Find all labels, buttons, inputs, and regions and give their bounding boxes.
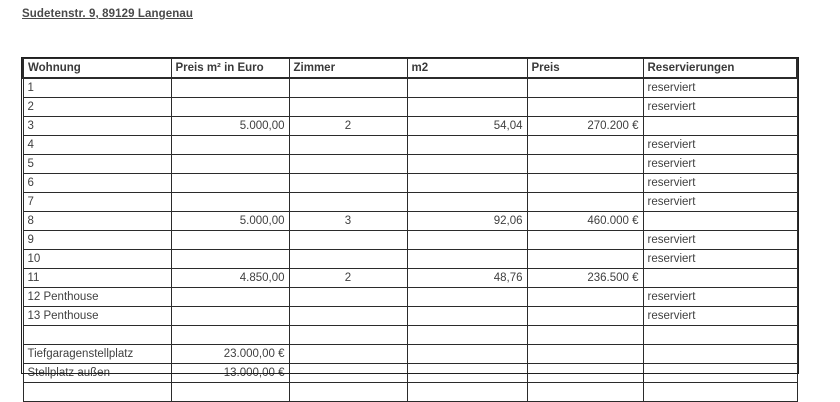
cell-zimmer <box>289 250 407 269</box>
cell-m2 <box>407 250 527 269</box>
cell-preis-m2 <box>171 78 289 98</box>
cell-reservierung: reserviert <box>643 193 797 212</box>
cell-reservierung: reserviert <box>643 250 797 269</box>
cell-preis <box>527 250 643 269</box>
cell-preis <box>527 78 643 98</box>
cell-preis <box>527 174 643 193</box>
cell-zimmer <box>289 193 407 212</box>
cell-m2: 48,76 <box>407 269 527 288</box>
cell-wohnung: 4 <box>23 136 171 155</box>
cell-wohnung: 8 <box>23 212 171 231</box>
cell-wohnung: 3 <box>23 117 171 136</box>
cell-m2: 54,04 <box>407 117 527 136</box>
cell-reservierung <box>643 117 797 136</box>
table-row <box>23 98 797 117</box>
table-header-row <box>23 59 797 79</box>
cell-m2 <box>407 231 527 250</box>
column-header-wohnung: Wohnung <box>23 59 171 79</box>
table-row <box>23 78 797 98</box>
cell-preis <box>527 345 643 364</box>
cell-preis-m2 <box>171 193 289 212</box>
table-row <box>23 383 797 402</box>
cell-preis-m2: 4.850,00 <box>171 269 289 288</box>
table-row <box>23 231 797 250</box>
cell-preis-m2 <box>171 326 289 345</box>
table-row <box>23 136 797 155</box>
cell-zimmer <box>289 155 407 174</box>
cell-zimmer <box>289 383 407 402</box>
cell-preis-m2: 5.000,00 <box>171 117 289 136</box>
cell-m2 <box>407 345 527 364</box>
cell-zimmer <box>289 98 407 117</box>
cell-preis <box>527 193 643 212</box>
cell-preis-m2 <box>171 288 289 307</box>
cell-preis <box>527 231 643 250</box>
cell-m2 <box>407 288 527 307</box>
cell-m2 <box>407 383 527 402</box>
table-row <box>23 193 797 212</box>
cell-m2 <box>407 193 527 212</box>
cell-preis-m2: 23.000,00 € <box>171 345 289 364</box>
table-row <box>23 155 797 174</box>
table-body <box>23 78 797 402</box>
cell-preis <box>527 364 643 383</box>
table-row <box>23 345 797 364</box>
cell-zimmer <box>289 345 407 364</box>
cell-reservierung: reserviert <box>643 98 797 117</box>
cell-m2 <box>407 307 527 326</box>
cell-preis <box>527 326 643 345</box>
cell-preis-m2: 5.000,00 <box>171 212 289 231</box>
cell-preis-m2 <box>171 174 289 193</box>
cell-reservierung: reserviert <box>643 288 797 307</box>
cell-wohnung: 1 <box>23 78 171 98</box>
cell-zimmer <box>289 174 407 193</box>
table-row <box>23 250 797 269</box>
cell-wohnung: 12 Penthouse <box>23 288 171 307</box>
cell-reservierung <box>643 345 797 364</box>
cell-zimmer <box>289 364 407 383</box>
cell-preis-m2 <box>171 98 289 117</box>
cell-preis: 236.500 € <box>527 269 643 288</box>
cell-reservierung: reserviert <box>643 136 797 155</box>
price-table-container <box>22 58 796 402</box>
cell-wohnung: 5 <box>23 155 171 174</box>
cell-reservierung <box>643 364 797 383</box>
cell-reservierung: reserviert <box>643 231 797 250</box>
table-row <box>23 174 797 193</box>
table-row <box>23 288 797 307</box>
cell-wohnung: 11 <box>23 269 171 288</box>
column-header-zimmer: Zimmer <box>289 59 407 79</box>
cell-preis-m2 <box>171 250 289 269</box>
cell-wohnung: 9 <box>23 231 171 250</box>
cell-preis: 460.000 € <box>527 212 643 231</box>
cell-reservierung: reserviert <box>643 155 797 174</box>
column-header-reservierungen: Reservierungen <box>643 59 797 79</box>
table-row <box>23 364 797 383</box>
cell-zimmer <box>289 231 407 250</box>
column-header-preis: Preis <box>527 59 643 79</box>
cell-preis <box>527 155 643 174</box>
cell-preis: 270.200 € <box>527 117 643 136</box>
cell-wohnung <box>23 326 171 345</box>
cell-wohnung: 2 <box>23 98 171 117</box>
cell-zimmer <box>289 288 407 307</box>
cell-preis-m2 <box>171 136 289 155</box>
cell-m2 <box>407 78 527 98</box>
cell-reservierung <box>643 383 797 402</box>
cell-m2 <box>407 155 527 174</box>
cell-wohnung: Stellplatz außen <box>23 364 171 383</box>
column-header-m2: m2 <box>407 59 527 79</box>
cell-m2: 92,06 <box>407 212 527 231</box>
cell-preis-m2 <box>171 307 289 326</box>
cell-m2 <box>407 364 527 383</box>
page-title: Sudetenstr. 9, 89129 Langenau <box>22 8 193 20</box>
cell-m2 <box>407 326 527 345</box>
cell-zimmer <box>289 307 407 326</box>
cell-reservierung: reserviert <box>643 174 797 193</box>
cell-wohnung: 7 <box>23 193 171 212</box>
cell-preis-m2 <box>171 383 289 402</box>
price-table <box>22 58 798 402</box>
cell-m2 <box>407 174 527 193</box>
cell-preis-m2: 13.000,00 € <box>171 364 289 383</box>
cell-zimmer <box>289 136 407 155</box>
cell-reservierung: reserviert <box>643 78 797 98</box>
column-header-preis-m2: Preis m² in Euro <box>171 59 289 79</box>
cell-preis <box>527 136 643 155</box>
cell-preis <box>527 98 643 117</box>
cell-preis <box>527 288 643 307</box>
cell-reservierung: reserviert <box>643 307 797 326</box>
cell-m2 <box>407 98 527 117</box>
table-row <box>23 307 797 326</box>
table-header <box>23 59 797 79</box>
cell-preis <box>527 383 643 402</box>
table-row <box>23 117 797 136</box>
table-row <box>23 269 797 288</box>
cell-wohnung: 6 <box>23 174 171 193</box>
cell-zimmer <box>289 78 407 98</box>
cell-wohnung: 10 <box>23 250 171 269</box>
cell-zimmer: 3 <box>289 212 407 231</box>
cell-preis-m2 <box>171 231 289 250</box>
cell-preis-m2 <box>171 155 289 174</box>
cell-reservierung <box>643 212 797 231</box>
cell-wohnung <box>23 383 171 402</box>
table-row <box>23 326 797 345</box>
cell-wohnung: Tiefgaragenstellplatz <box>23 345 171 364</box>
cell-zimmer <box>289 326 407 345</box>
cell-preis <box>527 307 643 326</box>
cell-zimmer: 2 <box>289 117 407 136</box>
cell-reservierung <box>643 326 797 345</box>
cell-m2 <box>407 136 527 155</box>
table-row <box>23 212 797 231</box>
cell-wohnung: 13 Penthouse <box>23 307 171 326</box>
cell-reservierung <box>643 269 797 288</box>
cell-zimmer: 2 <box>289 269 407 288</box>
